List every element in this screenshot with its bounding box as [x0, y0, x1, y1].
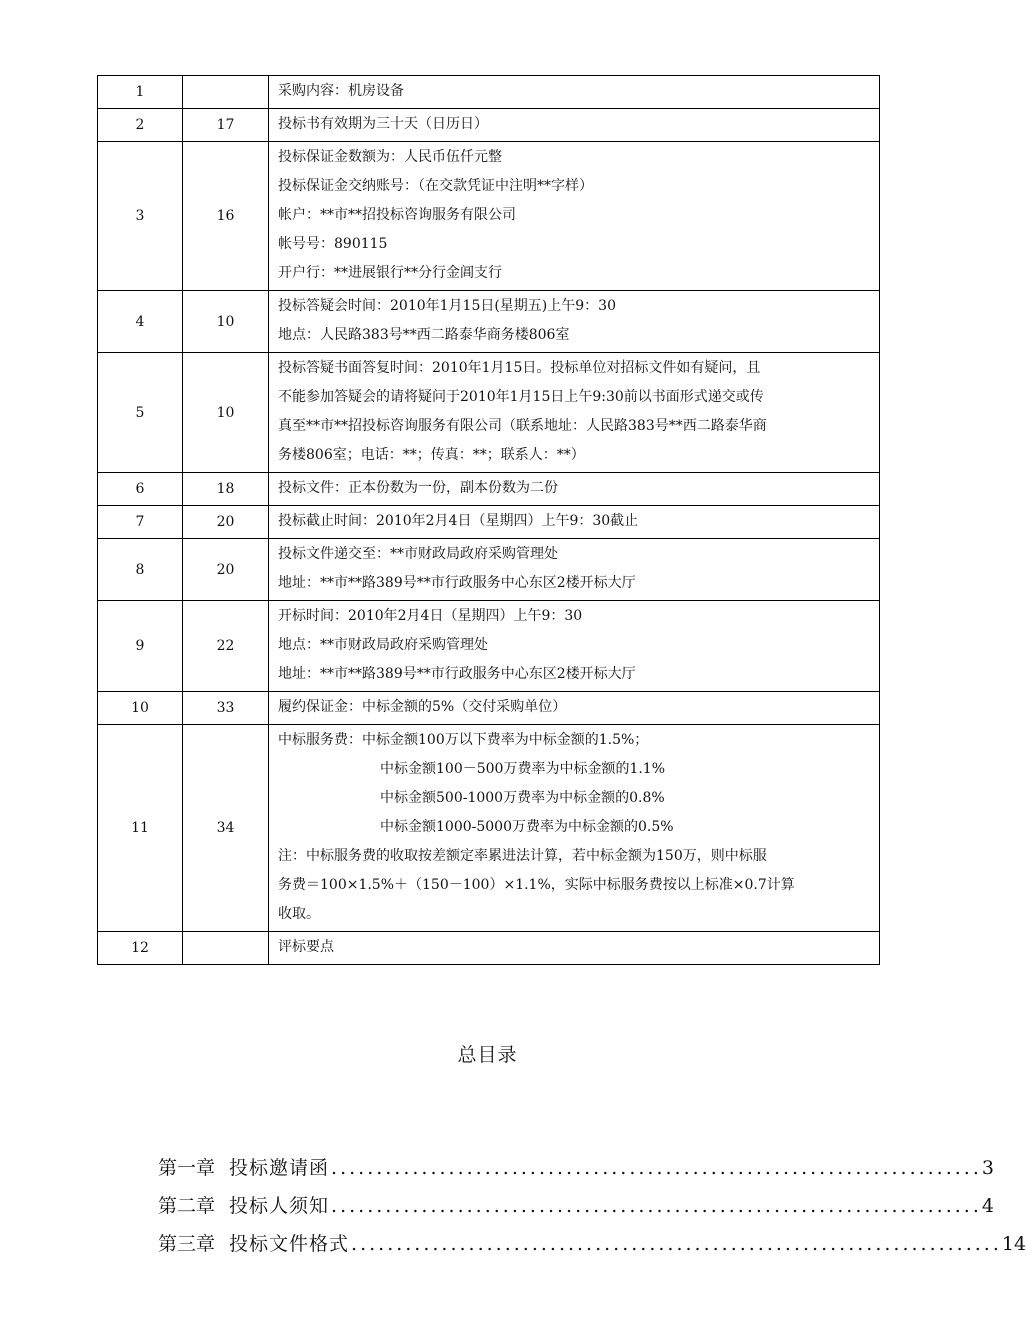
toc-entry[interactable]: [158, 1152, 994, 1190]
article-number-cell: 20: [183, 506, 269, 539]
toc-leader-dots: ........................................................................: [331, 1157, 982, 1179]
content-line: 中标金额100－500万费率为中标金额的1.1%: [380, 761, 666, 777]
article-number-cell: 18: [183, 473, 269, 506]
content-line: 履约保证金：中标金额的5%（交付采购单位）: [278, 699, 567, 715]
content-cell: [269, 725, 880, 932]
article-number-cell: [183, 76, 269, 109]
table-row: [98, 725, 880, 932]
row-number-cell: 5: [98, 353, 183, 473]
toc-entry[interactable]: [158, 1228, 1026, 1266]
content-line: 真至**市**招投标咨询服务有限公司（联系地址：人民路383号**西二路泰华商: [278, 418, 767, 434]
content-line: 投标截止时间：2010年2月4日（星期四）上午9：30截止: [278, 513, 639, 529]
content-line: 中标金额1000-5000万费率为中标金额的0.5%: [380, 819, 674, 835]
table-row: [98, 539, 880, 601]
content-line: 投标文件：正本份数为一份，副本份数为二份: [278, 480, 558, 496]
content-cell: [269, 353, 880, 473]
row-number-cell: 9: [98, 601, 183, 692]
toc-chapter: 第三章: [158, 1233, 216, 1255]
table-row: [98, 76, 880, 109]
article-number-cell: 20: [183, 539, 269, 601]
bid-data-table: [97, 75, 880, 965]
content-line: 地址：**市**路389号**市行政服务中心东区2楼开标大厅: [278, 666, 636, 682]
toc-page-number: 14: [1001, 1233, 1026, 1255]
toc-leader-dots: ........................................................................: [351, 1233, 1002, 1255]
table-row: [98, 601, 880, 692]
content-line: 不能参加答疑会的请将疑问于2010年1月15日上午9:30前以书面形式递交或传: [278, 389, 764, 405]
article-number-cell: 33: [183, 692, 269, 725]
toc-page-number: 3: [981, 1157, 994, 1179]
row-number-cell: 8: [98, 539, 183, 601]
content-cell: [269, 539, 880, 601]
table-row: [98, 109, 880, 142]
content-line: 中标金额500-1000万费率为中标金额的0.8%: [380, 790, 665, 806]
row-number-cell: 6: [98, 473, 183, 506]
content-cell: [269, 76, 880, 109]
article-number-cell: 10: [183, 353, 269, 473]
content-cell: [269, 109, 880, 142]
row-number-cell: 7: [98, 506, 183, 539]
content-line: 收取。: [278, 906, 320, 922]
content-line: 务楼806室；电话：**；传真：**；联系人：**）: [278, 447, 585, 463]
content-line: 投标保证金交纳账号：（在交款凭证中注明**字样）: [278, 178, 593, 194]
content-line: 评标要点: [278, 939, 334, 955]
content-line: 投标答疑书面答复时间：2010年1月15日。投标单位对招标文件如有疑问，且: [278, 360, 761, 376]
content-line: 务费＝100×1.5%＋（150－100）×1.1%，实际中标服务费按以上标准×0.7计算: [278, 877, 795, 893]
content-cell: [269, 142, 880, 291]
content-cell: [269, 291, 880, 353]
row-number-cell: 12: [98, 932, 183, 965]
content-line: 采购内容：机房设备: [278, 83, 404, 99]
content-line: 帐户：**市**招投标咨询服务有限公司: [278, 207, 516, 223]
toc-entry[interactable]: [158, 1190, 994, 1228]
content-cell: [269, 601, 880, 692]
row-number-cell: 4: [98, 291, 183, 353]
table-row: [98, 932, 880, 965]
article-number-cell: 10: [183, 291, 269, 353]
table-body: [98, 76, 880, 965]
table-row: [98, 291, 880, 353]
article-number-cell: [183, 932, 269, 965]
content-cell: [269, 932, 880, 965]
table-row: [98, 506, 880, 539]
content-cell: [269, 692, 880, 725]
article-number-cell: 34: [183, 725, 269, 932]
article-number-cell: 17: [183, 109, 269, 142]
article-number-cell: 22: [183, 601, 269, 692]
content-cell: [269, 506, 880, 539]
content-line: 投标文件递交至：**市财政局政府采购管理处: [278, 546, 558, 562]
toc-entry-title: 投标人须知: [229, 1195, 330, 1217]
content-line: 开户行：**进展银行**分行金阊支行: [278, 265, 502, 281]
content-line: 地点：人民路383号**西二路泰华商务楼806室: [278, 327, 570, 343]
content-line: 地址：**市**路389号**市行政服务中心东区2楼开标大厅: [278, 575, 636, 591]
content-line: 投标保证金数额为：人民币伍仟元整: [278, 149, 502, 165]
content-line: 投标书有效期为三十天（日历日）: [278, 116, 488, 132]
toc-leader-dots: ........................................................................: [331, 1195, 982, 1217]
content-line: 中标服务费：中标金额100万以下费率为中标金额的1.5%；: [278, 732, 649, 748]
toc-chapter: 第一章: [158, 1157, 216, 1179]
row-number-cell: 11: [98, 725, 183, 932]
toc-entry-title: 投标邀请函: [229, 1157, 330, 1179]
row-number-cell: 2: [98, 109, 183, 142]
table-row: [98, 142, 880, 291]
toc-page-number: 4: [981, 1195, 994, 1217]
content-line: 注：中标服务费的收取按差额定率累进法计算，若中标金额为150万，则中标服: [278, 848, 767, 864]
content-cell: [269, 473, 880, 506]
table-row: [98, 692, 880, 725]
content-line: 帐号号：890115: [278, 236, 388, 252]
article-number-cell: 16: [183, 142, 269, 291]
row-number-cell: 1: [98, 76, 183, 109]
content-line: 投标答疑会时间：2010年1月15日(星期五)上午9：30: [278, 298, 616, 314]
toc-entry-title: 投标文件格式: [229, 1233, 350, 1255]
row-number-cell: 10: [98, 692, 183, 725]
table-row: [98, 473, 880, 506]
table-row: [98, 353, 880, 473]
toc-chapter: 第二章: [158, 1195, 216, 1217]
row-number-cell: 3: [98, 142, 183, 291]
content-line: 地点：**市财政局政府采购管理处: [278, 637, 488, 653]
content-line: 开标时间：2010年2月4日（星期四）上午9：30: [278, 608, 583, 624]
table-of-contents: [158, 1152, 1026, 1266]
toc-title: 总目录: [457, 1044, 518, 1066]
